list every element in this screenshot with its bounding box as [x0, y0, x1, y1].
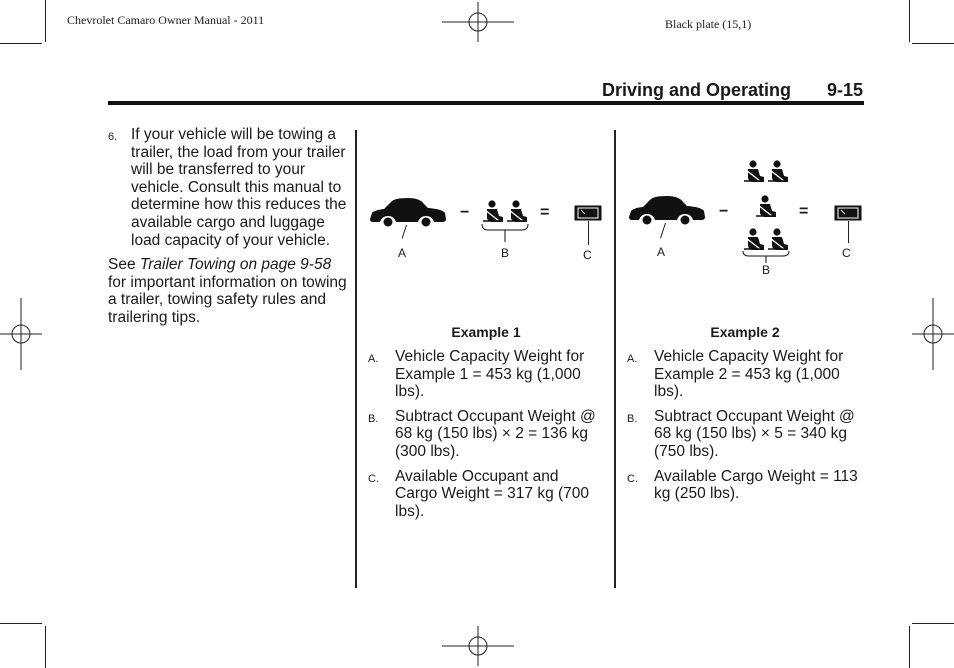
cargo-box-icon — [574, 205, 602, 221]
item-text: Subtract Occupant Weight @ 68 kg (150 lbs) × 2 = 136 kg (300 lbs). — [395, 407, 596, 460]
list-item — [368, 408, 598, 461]
item-text: Vehicle Capacity Weight for Example 1 = 453 kg (1,000 lbs). — [395, 348, 585, 401]
seated-occupant-icon — [755, 195, 777, 219]
registration-mark-icon — [440, 2, 516, 42]
label-b: B — [501, 246, 510, 260]
list-item — [627, 348, 862, 401]
seated-occupant-icon — [743, 160, 765, 184]
seated-occupant-icon — [482, 200, 504, 224]
bracket — [480, 224, 530, 244]
manual-title: Chevrolet Camaro Owner Manual - 2011 — [67, 13, 265, 27]
label-a: A — [398, 246, 407, 260]
numbered-step — [108, 126, 348, 249]
registration-mark-icon — [912, 296, 954, 372]
plate-label: Black plate (15,1) — [665, 17, 752, 31]
item-letter: C. — [368, 472, 379, 485]
step-text: If your vehicle will be towing a trailer, the load from your trailer will be transferred to your vehicle. Consult this manual to determine how this reduces the available cargo and luggage load capacity of your vehicle. — [131, 126, 347, 249]
item-text: Subtract Occupant Weight @ 68 kg (150 lbs) × 5 = 340 kg (750 lbs). — [654, 407, 855, 460]
label-b: B — [762, 263, 771, 277]
label-a: A — [657, 245, 666, 259]
registration-mark-icon — [440, 626, 516, 666]
seated-occupant-icon — [506, 200, 528, 224]
cross-reference-link[interactable]: Trailer Towing on page 9-58 — [139, 256, 332, 274]
item-letter: B. — [627, 412, 638, 425]
example1-list — [368, 348, 598, 527]
example2-list — [627, 348, 862, 510]
minus-sign: − — [460, 204, 470, 221]
label-c: C — [583, 248, 592, 262]
page-number: 9-15 — [827, 80, 864, 100]
step-number: 6. — [108, 131, 118, 143]
see-prefix: See — [108, 256, 136, 274]
minus-sign: − — [719, 203, 729, 220]
car-icon — [627, 193, 707, 225]
column-divider — [355, 130, 357, 588]
example1-caption: Example 1 — [451, 324, 521, 340]
left-column — [108, 126, 348, 327]
cargo-box-icon — [834, 205, 862, 221]
equals-sign: = — [540, 204, 550, 221]
see-paragraph — [108, 256, 348, 326]
list-item — [627, 408, 862, 461]
example1-figure — [366, 190, 606, 270]
car-icon — [368, 195, 448, 227]
item-letter: C. — [627, 472, 638, 485]
example2-caption: Example 2 — [710, 324, 780, 340]
column-divider — [614, 130, 616, 588]
item-letter: A. — [627, 353, 638, 365]
header-rule — [108, 101, 864, 105]
item-text: Available Occupant and Cargo Weight = 317 kg (700 lbs). — [395, 467, 590, 520]
list-item — [368, 348, 598, 401]
list-item — [368, 468, 598, 521]
see-suffix: for important information on towing a trailer, towing safety rules and trailering tips. — [108, 273, 347, 326]
section-title: Driving and Operating — [602, 80, 792, 100]
item-letter: A. — [368, 353, 379, 365]
registration-mark-icon — [0, 296, 42, 372]
list-item — [627, 468, 862, 503]
seated-occupant-icon — [767, 228, 789, 252]
seated-occupant-icon — [767, 160, 789, 184]
example2-figure — [625, 155, 870, 280]
seated-occupant-icon — [743, 228, 765, 252]
item-letter: B. — [368, 412, 379, 425]
item-text: Available Cargo Weight = 113 kg (250 lbs). — [654, 467, 858, 503]
equals-sign: = — [799, 203, 809, 220]
label-c: C — [842, 246, 851, 260]
item-text: Vehicle Capacity Weight for Example 2 = 453 kg (1,000 lbs). — [654, 348, 844, 401]
